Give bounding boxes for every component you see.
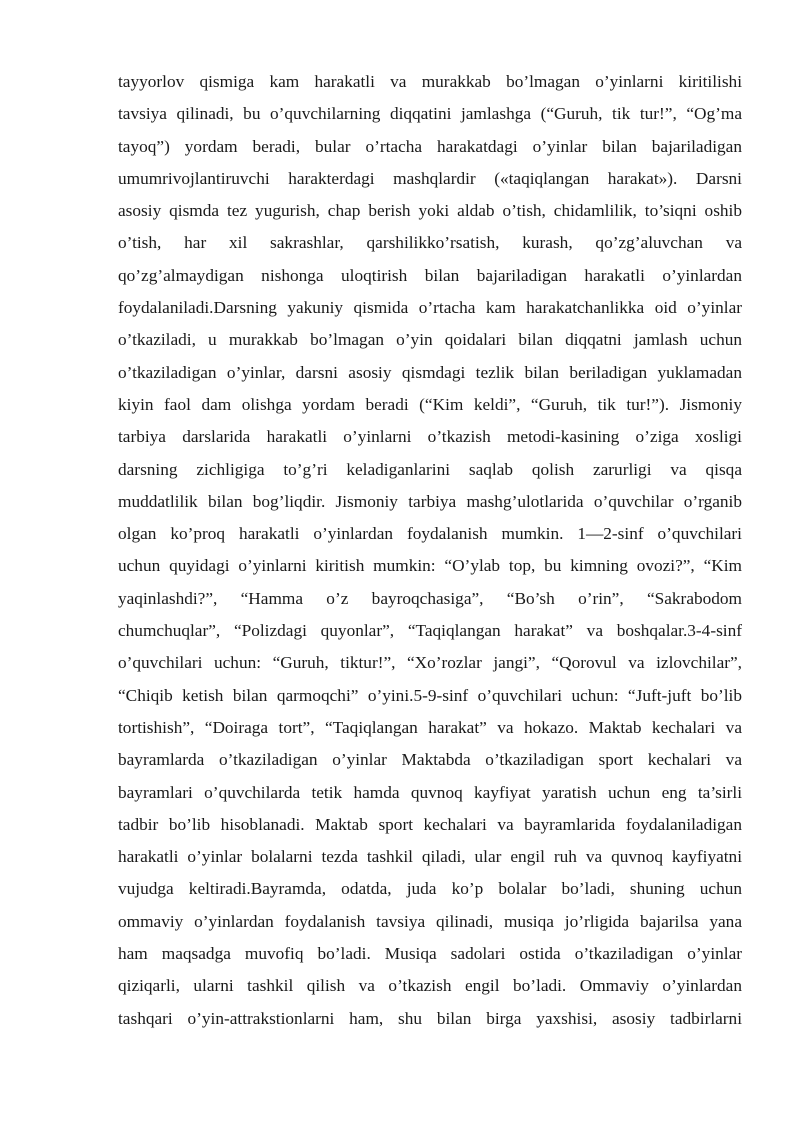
- text-line: darsning zichligiga to’g’ri keladiganlarini saqlab qolish zarurligi va qisqa: [118, 459, 742, 479]
- text-line: tortishish”, “Doiraga tort”, “Taqiqlangan harakat” va hokazo. Maktab kechalari va: [118, 717, 742, 737]
- text-line: kiyin faol dam olishga yordam beradi (“Kim keldi”, “Guruh, tik tur!”). Jismoniy: [118, 394, 742, 414]
- text-line: harakatli o’yinlar bolalarni tezda tashkil qiladi, ular engil ruh va quvnoq kayfiyatni: [118, 847, 742, 867]
- text-line: ham maqsadga muvofiq bo’ladi. Musiqa sadolari ostida o’tkaziladigan o’yinlar: [118, 944, 742, 964]
- body-text: [118, 66, 742, 1035]
- text-line: foydalaniladi.Darsning yakuniy qismida o’rtacha kam harakatchanlikka oid o’yinlar: [118, 298, 742, 318]
- text-line: muddatlilik bilan bog’liqdir. Jismoniy tarbiya mashg’ulotlarida o’quvchilar o’rganib: [118, 491, 742, 511]
- text-line: o’tish, har xil sakrashlar, qarshilikko’rsatish, kurash, qo’zg’aluvchan va: [118, 233, 742, 253]
- text-line: bayramlarda o’tkaziladigan o’yinlar Maktabda o’tkaziladigan sport kechalari va: [118, 750, 742, 770]
- text-line: vujudga keltiradi.Bayramda, odatda, juda ko’p bolalar bo’ladi, shuning uchun: [118, 879, 742, 899]
- text-line: qiziqarli, ularni tashkil qilish va o’tkazish engil bo’ladi. Ommaviy o’yinlardan: [118, 976, 742, 996]
- text-line: tayyorlov qismiga kam harakatli va murakkab bo’lmagan o’yinlarni kiritilishi: [118, 72, 742, 91]
- text-line: “Chiqib ketish bilan qarmoqchi” o’yini.5-9-sinf o’quvchilari uchun: “Juft-juft bo’lib: [118, 685, 742, 705]
- text-line: tadbir bo’lib hisoblanadi. Maktab sport kechalari va bayramlarida foydalaniladigan: [118, 814, 742, 834]
- text-line: tayoq”) yordam beradi, bular o’rtacha harakatdagi o’yinlar bilan bajariladigan: [118, 136, 742, 156]
- text-line: ommaviy o’yinlardan foydalanish tavsiya qilinadi, musiqa jo’rligida bajarilsa yana: [118, 911, 742, 931]
- text-line: umumrivojlantiruvchi harakterdagi mashqlardir («taqiqlangan harakat»). Darsni: [118, 168, 742, 188]
- text-line: bayramlari o’quvchilarda tetik hamda quvnoq kayfiyat yaratish uchun eng ta’sirli: [118, 782, 742, 802]
- text-line: yaqinlashdi?”, “Hamma o’z bayroqchasiga”, “Bo’sh o’rin”, “Sakrabodom: [118, 588, 742, 608]
- text-line: tarbiya darslarida harakatli o’yinlarni o’tkazish metodi-kasining o’ziga xosligi: [118, 427, 742, 447]
- text-line: o’tkaziladigan o’yinlar, darsni asosiy qismdagi tezlik bilan beriladigan yuklamadan: [118, 362, 742, 382]
- text-line: tashqari o’yin-attrakstionlarni ham, shu bilan birga yaxshisi, asosiy tadbirlarni: [118, 1008, 742, 1028]
- text-line: tavsiya qilinadi, bu o’quvchilarning diqqatini jamlashga (“Guruh, tik tur!”, “Og’ma: [118, 104, 742, 124]
- text-line: uchun quyidagi o’yinlarni kiritish mumkin: “O’ylab top, bu kimning ovozi?”, “Kim: [118, 556, 742, 576]
- text-line: olgan ko’proq harakatli o’yinlardan foydalanish mumkin. 1—2-sinf o’quvchilari: [118, 524, 742, 544]
- text-line: o’quvchilari uchun: “Guruh, tiktur!”, “Xo’rozlar jangi”, “Qorovul va izlovchilar”,: [118, 653, 742, 673]
- text-line: asosiy qismda tez yugurish, chap berish yoki aldab o’tish, chidamlilik, to’siqni oshib: [118, 201, 742, 221]
- text-line: qo’zg’almaydigan nishonga uloqtirish bilan bajariladigan harakatli o’yinlardan: [118, 265, 742, 285]
- text-line: chumchuqlar”, “Polizdagi quyonlar”, “Taqiqlangan harakat” va boshqalar.3-4-sinf: [118, 621, 742, 641]
- text-line: o’tkaziladi, u murakkab bo’lmagan o’yin qoidalari bilan diqqatni jamlash uchun: [118, 330, 742, 350]
